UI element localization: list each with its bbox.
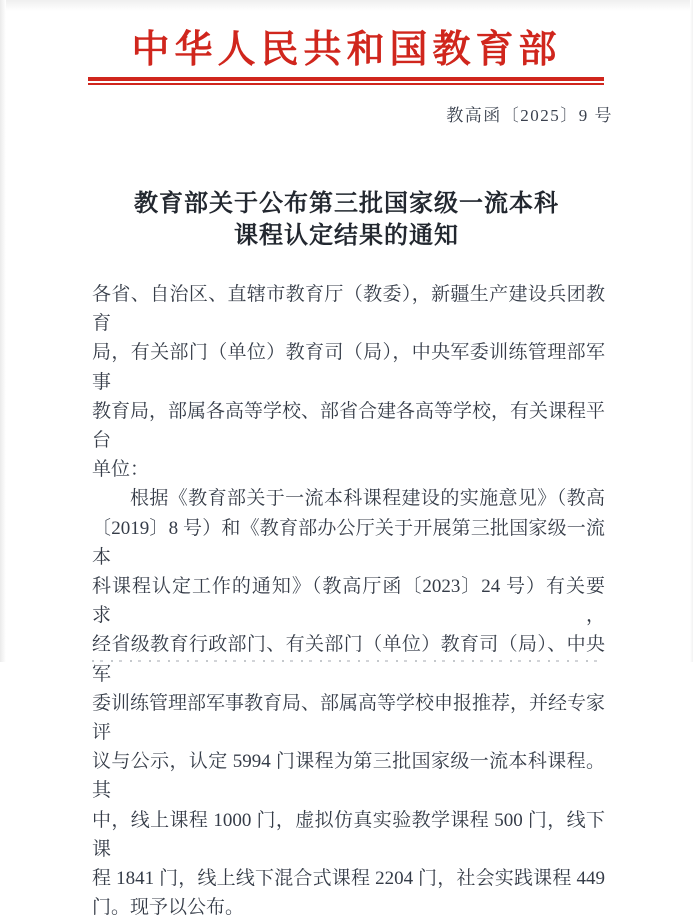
body-line: 科课程认定工作的通知》（教高厅函〔2023〕24 号）有关要求，	[92, 576, 605, 627]
notice-title-line-2: 课程认定结果的通知	[234, 223, 459, 249]
scan-edge-left	[0, 0, 6, 662]
body-line: 经省级教育行政部门、有关部门（单位）教育司（局）、中央军	[92, 634, 605, 685]
scan-edge-top	[0, 0, 693, 11]
body-line: 程 1841 门，线上线下混合式课程 2204 门，社会实践课程 449	[92, 868, 605, 890]
notice-body	[92, 280, 605, 922]
letterhead-rule	[88, 77, 604, 85]
notice-title	[0, 188, 693, 252]
body-line: 单位：	[92, 459, 150, 481]
body-line: 〔2019〕8 号）和《教育部办公厅关于开展第三批国家级一流本	[92, 517, 605, 568]
cutoff-next-line-remnant	[92, 658, 605, 662]
body-line: 教育局，部属各高等学校、部省合建各高等学校，有关课程平台	[92, 400, 606, 452]
body-line: 中，线上课程 1000 门，虚拟仿真实验教学课程 500 门，线下课	[92, 809, 605, 860]
body-line: 各省、自治区、直辖市教育厅（教委），新疆生产建设兵团教育	[92, 284, 605, 335]
document-number: 教高函〔2025〕9 号	[446, 106, 613, 125]
body-line: 委训练管理部军事教育局、部属高等学校申报推荐，并经专家评	[92, 692, 606, 744]
letterhead-agency-name: 中华人民共和国教育部	[131, 29, 562, 71]
notice-title-line-1: 教育部关于公布第三批国家级一流本科	[134, 191, 559, 217]
body-line: 门。现予以公布。	[92, 897, 245, 919]
body-line: 局，有关部门（单位）教育司（局），中央军委训练管理部军事	[92, 342, 605, 393]
body-line: 根据《教育部关于一流本科课程建设的实施意见》（教高	[130, 488, 605, 510]
body-line: 议与公示，认定 5994 门课程为第三批国家级一流本科课程。其	[92, 751, 605, 802]
letterhead-rule-thin	[88, 83, 604, 85]
